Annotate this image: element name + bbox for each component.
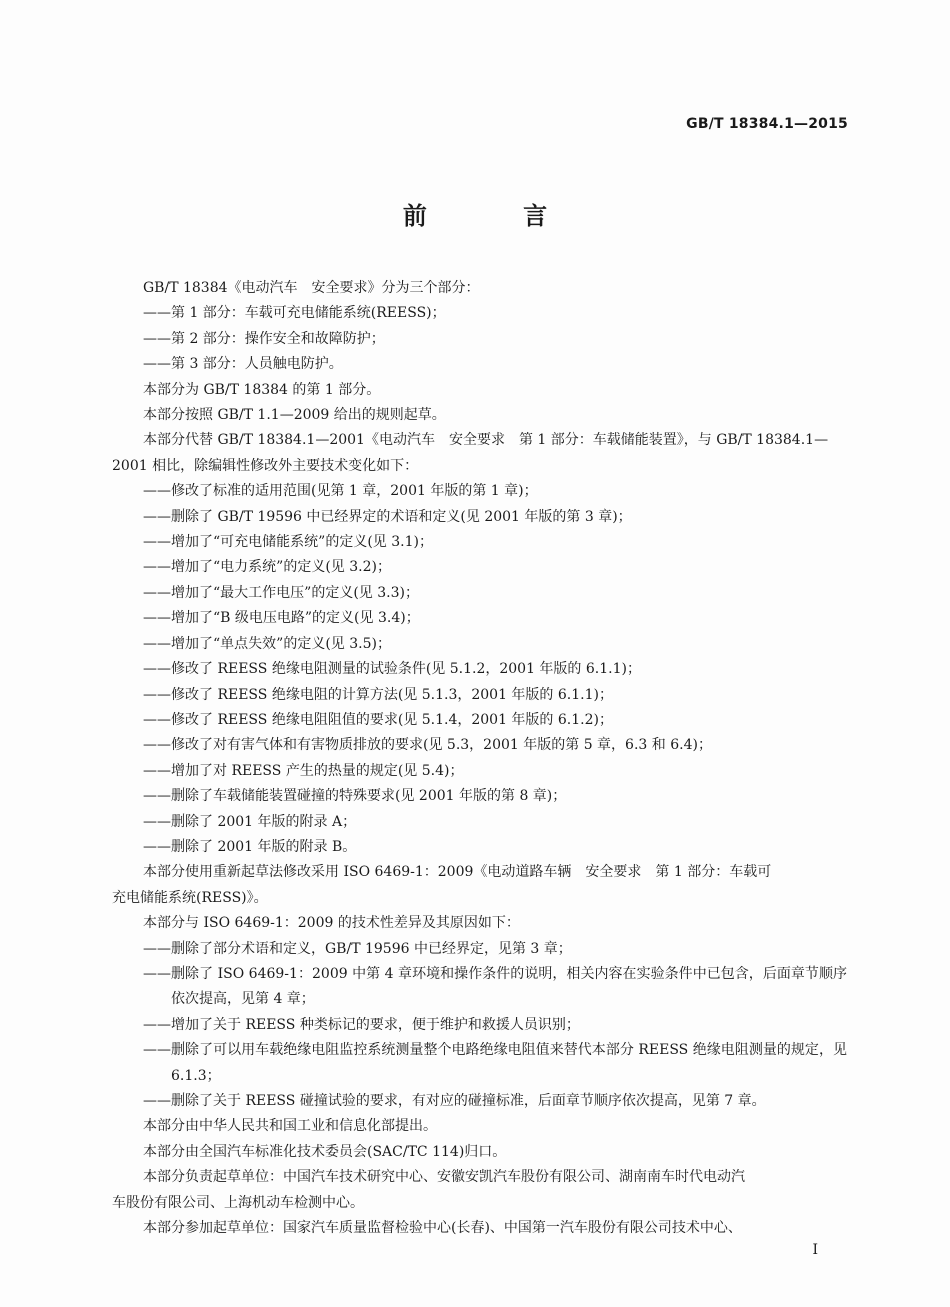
list-item: ——删除了车载储能装置碰撞的特殊要求(见 2001 年版的第 8 章)；	[143, 788, 567, 805]
page-title: 前 言	[402, 202, 592, 230]
paragraph-continuation: 车股份有限公司、上海机动车检测中心。	[112, 1194, 364, 1211]
list-item: ——增加了“电力系统”的定义(见 3.2)；	[143, 559, 391, 576]
paragraph-continuation: 充电储能系统(RESS)》。	[112, 889, 268, 906]
paragraph: GB/T 18384《电动汽车 安全要求》分为三个部分：	[143, 280, 480, 296]
paragraph: 本部分使用重新起草法修改采用 ISO 6469-1：2009《电动道路车辆 安全要求 第 1 部分：车载可	[143, 864, 772, 881]
list-item: ——增加了“单点失效”的定义(见 3.5)；	[143, 635, 391, 652]
list-item: ——删除了 GB/T 19596 中已经界定的术语和定义(见 2001 年版的第 3 章)；	[143, 508, 632, 525]
paragraph: 本部分由中华人民共和国工业和信息化部提出。	[143, 1118, 437, 1135]
list-item: ——增加了“最大工作电压”的定义(见 3.3)；	[143, 584, 419, 601]
list-item: ——第 2 部分：操作安全和故障防护；	[143, 330, 385, 347]
document-body	[112, 276, 847, 1241]
list-item: ——删除了 2001 年版的附录 A；	[143, 813, 357, 830]
list-item: ——第 3 部分：人员触电防护。	[143, 356, 343, 373]
list-item: ——增加了“B 级电压电路”的定义(见 3.4)；	[143, 610, 420, 627]
list-item: ——修改了 REESS 绝缘电阻测量的试验条件(见 5.1.2，2001 年版的 6.1.1)；	[143, 661, 641, 678]
paragraph: 本部分代替 GB/T 18384.1—2001《电动汽车 安全要求 第 1 部分：车载储能装置》，与 GB/T 18384.1—	[143, 432, 829, 449]
list-item: ——删除了 ISO 6469-1：2009 中第 4 章环境和操作条件的说明，相关内容在实验条件中已包含，后面章节顺序依次提高，见第 4 章；	[143, 965, 847, 1008]
page-number: I	[812, 1242, 818, 1258]
list-item: ——删除了可以用车载绝缘电阻监控系统测量整个电路绝缘电阻值来替代本部分 REESS 绝缘电阻测量的规定，见 6.1.3；	[143, 1042, 847, 1084]
list-item: ——第 1 部分：车载可充电储能系统(REESS)；	[143, 305, 446, 322]
list-item: ——修改了标准的适用范围(见第 1 章，2001 年版的第 1 章)；	[143, 483, 538, 500]
paragraph-continuation: 2001 相比，除编辑性修改外主要技术变化如下：	[112, 457, 419, 474]
list-item: ——增加了关于 REESS 种类标记的要求，便于维护和救援人员识别；	[143, 1016, 580, 1033]
list-item: ——修改了 REESS 绝缘电阻的计算方法(见 5.1.3，2001 年版的 6.1.1)；	[143, 686, 613, 703]
paragraph: 本部分为 GB/T 18384 的第 1 部分。	[143, 381, 381, 398]
list-item: ——修改了 REESS 绝缘电阻阻值的要求(见 5.1.4，2001 年版的 6.1.2)；	[143, 711, 613, 728]
list-item: ——删除了 2001 年版的附录 B。	[143, 838, 357, 855]
list-item: ——删除了部分术语和定义，GB/T 19596 中已经界定，见第 3 章；	[143, 940, 572, 957]
standard-code: GB/T 18384.1—2015	[686, 116, 848, 132]
paragraph: 本部分负责起草单位：中国汽车技术研究中心、安徽安凯汽车股份有限公司、湖南南车时代电动汽	[143, 1169, 745, 1186]
paragraph: 本部分按照 GB/T 1.1—2009 给出的规则起草。	[143, 407, 446, 424]
paragraph: 本部分由全国汽车标准化技术委员会(SAC/TC 114)归口。	[143, 1143, 507, 1160]
list-item: ——增加了“可充电储能系统”的定义(见 3.1)；	[143, 534, 433, 551]
list-item: ——修改了对有害气体和有害物质排放的要求(见 5.3，2001 年版的第 5 章，6.3 和 6.4)；	[143, 737, 712, 754]
paragraph: 本部分参加起草单位：国家汽车质量监督检验中心(长春)、中国第一汽车股份有限公司技术中心、	[143, 1220, 742, 1237]
list-item: ——增加了对 REESS 产生的热量的规定(见 5.4)；	[143, 762, 464, 779]
list-item: ——删除了关于 REESS 碰撞试验的要求，有对应的碰撞标准，后面章节顺序依次提高，见第 7 章。	[143, 1093, 766, 1109]
paragraph: 本部分与 ISO 6469-1：2009 的技术性差异及其原因如下：	[143, 915, 520, 932]
